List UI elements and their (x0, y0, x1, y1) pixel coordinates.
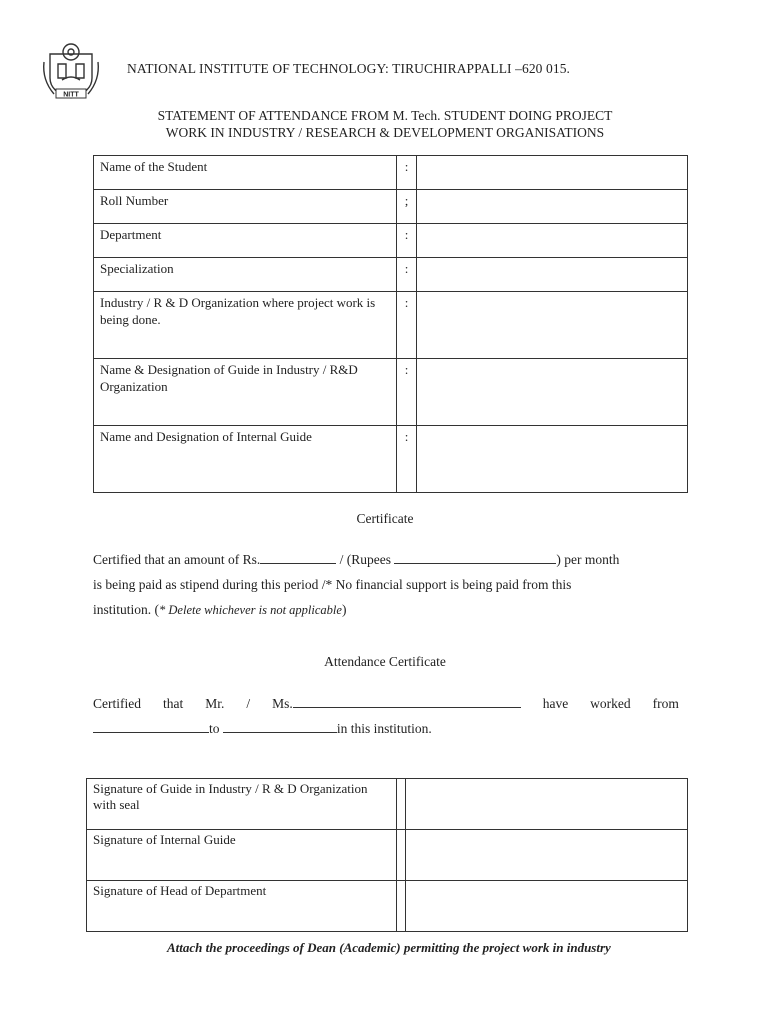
table-row (94, 190, 688, 224)
signature-label: Signature of Head of Department (87, 881, 397, 932)
table-row (94, 359, 688, 426)
amount-blank[interactable] (260, 549, 336, 564)
department-field[interactable] (417, 224, 688, 258)
title-line-2: WORK IN INDUSTRY / RESEARCH & DEVELOPMENT ORGANISATIONS (165, 125, 605, 140)
table-row (94, 224, 688, 258)
industry-guide-field[interactable] (417, 359, 688, 426)
institution-end-text: in this institution. (336, 721, 432, 736)
word: worked (590, 696, 631, 711)
attendance-line-2 (93, 716, 679, 741)
internal-guide-signature-field[interactable] (406, 830, 688, 881)
organization-field[interactable] (417, 292, 688, 359)
row-label: Name and Designation of Internal Guide (94, 426, 397, 493)
table-row (94, 156, 688, 190)
institute-name: NATIONAL INSTITUTE OF TECHNOLOGY: TIRUCHIRAPPALLI –620 015. (127, 61, 571, 76)
roll-number-field[interactable] (417, 190, 688, 224)
person-name-blank[interactable] (293, 693, 521, 708)
table-row (94, 258, 688, 292)
signature-divider (397, 779, 406, 830)
signature-label: Signature of Internal Guide (87, 830, 397, 881)
row-label: Name & Designation of Guide in Industry / R&D Organization (94, 359, 397, 426)
row-separator: : (397, 258, 417, 292)
attendance-line-1 (93, 691, 679, 716)
signature-divider (397, 830, 406, 881)
row-separator: : (397, 292, 417, 359)
certificate-heading: Certificate (356, 511, 414, 526)
delete-note: * Delete whichever is not applicable (159, 603, 342, 617)
word: Certified (93, 696, 141, 711)
attendance-heading: Attendance Certificate (324, 654, 446, 669)
close-paren: ) (341, 602, 347, 617)
row-separator: ; (397, 190, 417, 224)
footer-note: Attach the proceedings of Dean (Academic) permitting the project work in industry (167, 940, 611, 955)
stipend-text: Certified that an amount of Rs. (93, 552, 261, 567)
table-row (94, 426, 688, 493)
row-separator: : (397, 156, 417, 190)
internal-guide-field[interactable] (417, 426, 688, 493)
to-date-blank[interactable] (223, 718, 337, 733)
row-separator: : (397, 426, 417, 493)
table-row (87, 881, 688, 932)
word: from (652, 696, 679, 711)
table-row (87, 830, 688, 881)
specialization-field[interactable] (417, 258, 688, 292)
table-row (87, 779, 688, 830)
hod-signature-field[interactable] (406, 881, 688, 932)
to-text: to (209, 721, 220, 736)
stipend-line-2: is being paid as stipend during this period /* No financial support is being paid from this (93, 577, 572, 592)
rupees-text: / (Rupees (339, 552, 391, 567)
from-date-blank[interactable] (93, 718, 209, 733)
word: have (542, 696, 569, 711)
stipend-certificate (93, 547, 679, 623)
row-label: Specialization (94, 258, 397, 292)
per-month-text: ) per month (556, 552, 620, 567)
row-label: Roll Number (94, 190, 397, 224)
table-row (94, 292, 688, 359)
nitt-logo (40, 40, 102, 102)
signature-table (86, 778, 688, 932)
student-info-table (93, 155, 688, 493)
row-separator: : (397, 359, 417, 426)
industry-guide-signature-field[interactable] (406, 779, 688, 830)
signature-label: Signature of Guide in Industry / R & D Organization with seal (87, 779, 397, 830)
student-name-field[interactable] (417, 156, 688, 190)
row-label: Industry / R & D Organization where project work is being done. (94, 292, 397, 359)
word: Ms. (272, 696, 293, 711)
logo-text: NITT (63, 91, 79, 99)
row-label: Name of the Student (94, 156, 397, 190)
stipend-line-3 (93, 597, 679, 623)
word: that (162, 696, 184, 711)
attendance-certificate (93, 691, 679, 741)
row-separator: : (397, 224, 417, 258)
rupees-words-blank[interactable] (394, 549, 556, 564)
stipend-line-1 (93, 547, 679, 572)
word: Mr. (205, 696, 225, 711)
signature-divider (397, 881, 406, 932)
word: / (246, 696, 251, 711)
document-title (0, 107, 770, 141)
institution-text: institution. ( (93, 602, 160, 617)
row-label: Department (94, 224, 397, 258)
title-line-1: STATEMENT OF ATTENDANCE FROM M. Tech. STUDENT DOING PROJECT (157, 108, 613, 123)
